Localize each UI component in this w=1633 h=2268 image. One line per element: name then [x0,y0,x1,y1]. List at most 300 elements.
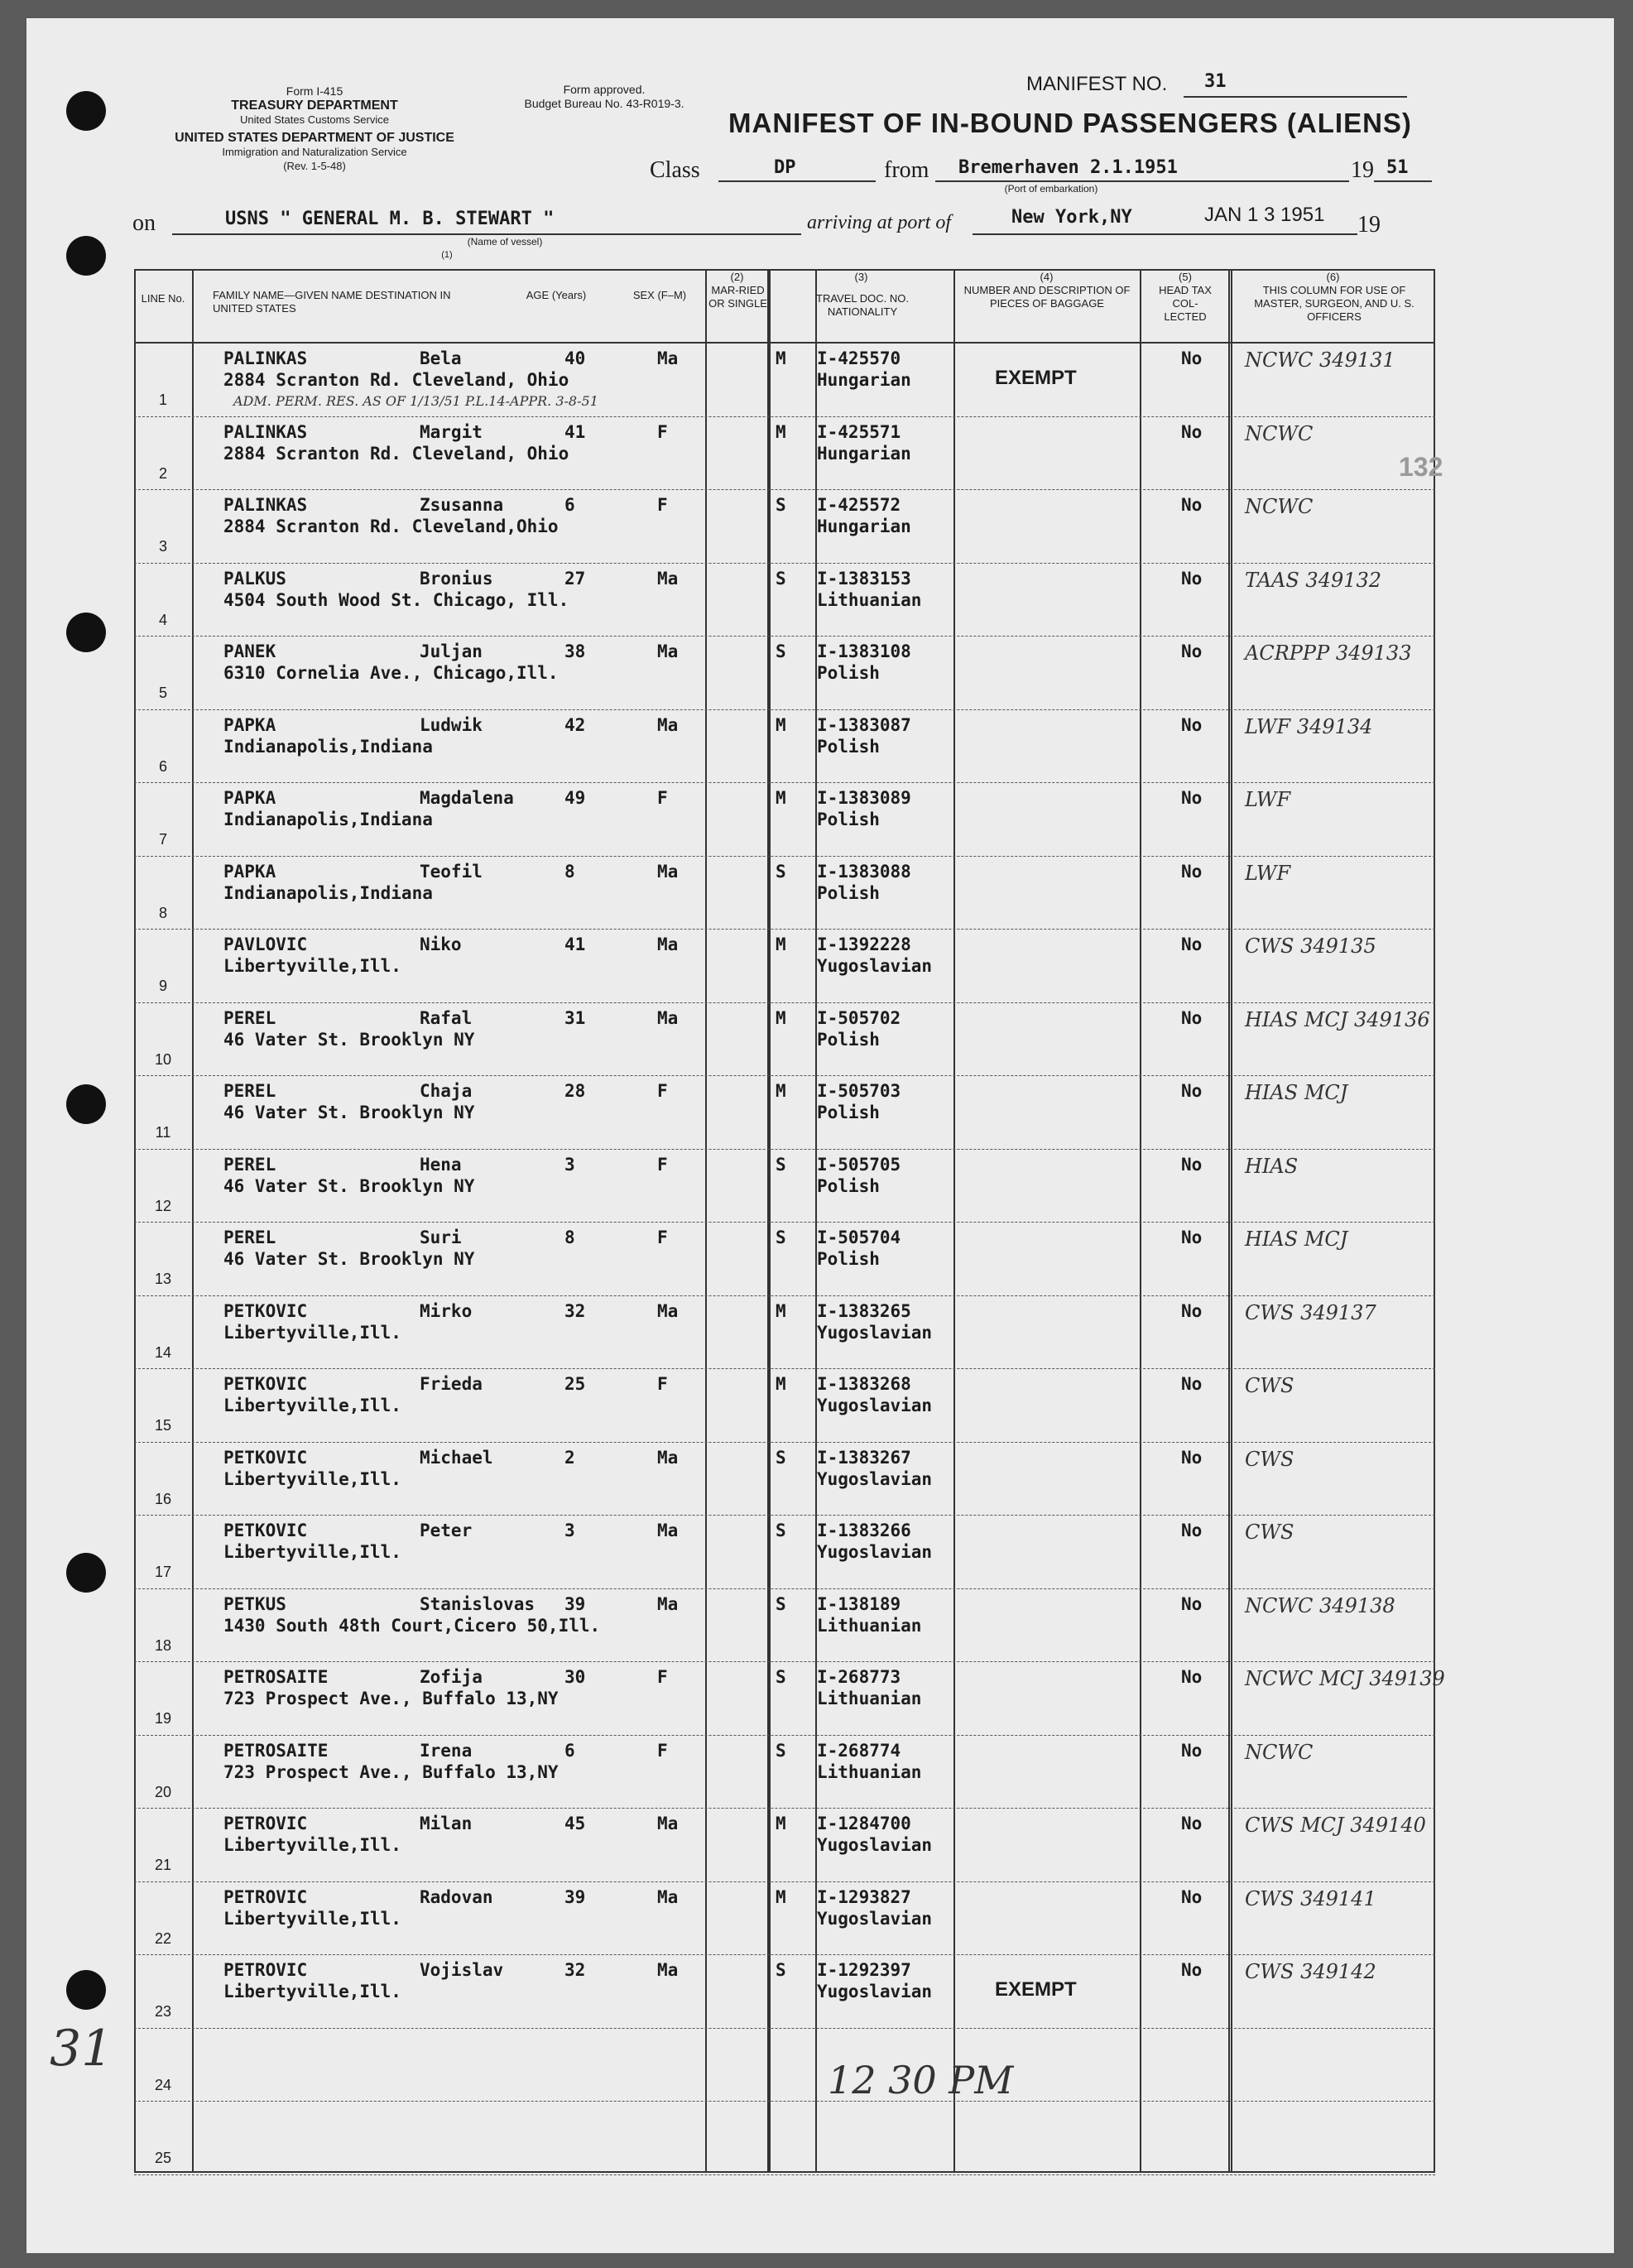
marital-status: S [776,1521,786,1540]
header-baggage: NUMBER AND DESCRIPTION OF PIECES OF BAGGAGE [963,284,1131,310]
family-name: PAVLOVIC [223,935,308,954]
col1-marker: (1) [441,250,453,260]
family-name: PEREL [223,1228,276,1247]
table-row [134,2102,1435,2174]
marital-status: M [776,421,786,442]
travel-doc-no: I-505702 [817,1007,901,1028]
head-tax: No [1181,861,1203,882]
table-row [134,1076,1435,1149]
officer-note: NCWC [1245,421,1314,445]
travel-doc-no: I-1284700 [817,1814,911,1833]
budget-bureau: Budget Bureau No. 43-R019-3. [524,97,684,110]
head-tax: No [1181,1154,1203,1175]
marital-status: M [776,714,786,735]
destination-address: 46 Vater St. Brooklyn NY [223,1029,475,1050]
nationality: Yugoslavian [817,1468,933,1489]
travel-doc-no: I-1292397 [817,1960,911,1980]
line-number: 15 [154,1417,172,1434]
marital-status: S [776,1740,786,1761]
travel-doc-no: I-1392228 [817,935,911,954]
marital-status: S [776,641,786,661]
header-officers: THIS COLUMN FOR USE OF MASTER, SURGEON, AND U. S. OFFICERS [1254,284,1414,323]
sex: F [657,1081,668,1101]
nationality: Lithuanian [817,1689,922,1708]
header-sex: SEX (F–M) [632,289,687,301]
marital-status: M [776,1886,786,1907]
line-number: 16 [154,1490,172,1507]
marital-status: M [776,1300,786,1321]
age: 32 [564,1960,586,1980]
officer-note: CWS 349142 [1245,1960,1376,1983]
travel-doc-no: I-1383266 [817,1521,911,1540]
sex: F [657,1374,668,1394]
age: 41 [564,421,586,442]
table-row [134,1662,1445,1735]
family-name: PEREL [223,1007,276,1028]
marital-status: S [776,495,786,515]
destination-address: Libertyville,Ill. [223,1322,401,1343]
given-name: Juljan [420,641,483,661]
head-tax: No [1181,1300,1203,1321]
header-tax: HEAD TAX COL-LECTED [1159,284,1212,323]
form-agency-block [182,84,447,127]
marital-status: S [776,568,786,589]
officer-note: NCWC 349131 [1245,348,1395,372]
sex: Ma [657,935,679,954]
line-number: 22 [154,1929,172,1947]
binder-hole [66,1970,106,2010]
marital-status: S [776,1228,786,1247]
extra-note: ADM. PERM. RES. AS OF 1/13/51 P.L.14-APPR. 3-8-51 [233,393,598,409]
travel-doc-no: I-268773 [817,1667,901,1687]
officer-note: LWF 349134 [1245,714,1373,738]
destination-address: 1430 South 48th Court,Cicero 50,Ill. [223,1615,601,1636]
head-tax: No [1181,1228,1203,1247]
line-number: 10 [154,1050,172,1068]
line-number: 7 [158,831,167,848]
marital-status: S [776,1667,786,1687]
nationality: Polish [817,1029,880,1050]
destination-address: 723 Prospect Ave., Buffalo 13,NY [223,1689,559,1708]
row-divider [134,2174,1435,2175]
from-label: from [884,157,929,183]
family-name: PETKUS [223,1593,286,1614]
header-married: MAR-RIED OR SINGLE [708,284,767,310]
nationality: Polish [817,810,880,829]
given-name: Teofil [420,861,483,882]
header-travel-num: (3) [854,271,868,283]
age: 6 [564,495,575,515]
travel-doc-no: I-505705 [817,1154,901,1175]
head-tax: No [1181,1007,1203,1028]
table-row [134,1882,1435,1955]
marital-status: S [776,1154,786,1175]
family-name: PALKUS [223,568,286,589]
destination-address: Libertyville,Ill. [223,1468,401,1489]
nationality: Polish [817,1249,880,1269]
destination-address: Libertyville,Ill. [223,1835,401,1855]
sex: Ma [657,348,679,368]
given-name: Vojislav [420,1960,504,1980]
nationality: Yugoslavian [817,956,933,976]
line-number: 4 [158,611,167,628]
sex: Ma [657,1521,679,1540]
family-name: PAPKA [223,861,276,882]
baggage: EXEMPT [995,1978,1077,2001]
table-row [134,417,1435,490]
officer-note: HIAS MCJ 349136 [1245,1007,1430,1031]
table-row [134,1369,1435,1442]
head-tax: No [1181,1667,1203,1687]
destination-address: 46 Vater St. Brooklyn NY [223,1175,475,1196]
travel-doc-no: I-505703 [817,1081,901,1101]
given-name: Suri [420,1228,462,1247]
vessel-name: USNS " GENERAL M. B. STEWART " [225,209,555,229]
immigration-service: Immigration and Naturalization Service [222,146,407,158]
treasury-department: TREASURY DEPARTMENT [231,99,398,113]
officer-note: HIAS MCJ [1245,1228,1348,1251]
age: 41 [564,935,586,954]
line-number: 14 [154,1343,172,1361]
family-name: PETROVIC [223,1960,308,1980]
table-row [134,1736,1435,1809]
line-number: 21 [154,1857,172,1873]
officer-note: CWS [1245,1521,1294,1544]
line-number: 6 [158,757,167,775]
given-name: Peter [420,1521,473,1540]
line-number: 9 [158,978,167,994]
age: 39 [564,1593,586,1614]
head-tax: No [1181,641,1203,661]
nationality: Lithuanian [817,589,922,610]
family-name: PAPKA [223,788,276,808]
sex: Ma [657,641,679,661]
marital-status: M [776,935,786,954]
table-row [134,2029,1435,2102]
family-name: PETROSAITE [223,1740,329,1761]
table-row [134,783,1435,856]
family-name: PAPKA [223,714,276,735]
nationality: Polish [817,882,880,903]
arriving-label: arriving at port of [807,212,952,233]
age: 39 [564,1886,586,1907]
age: 8 [564,861,575,882]
table-row [134,1443,1435,1516]
justice-department: UNITED STATES DEPARTMENT OF JUSTICE [175,131,454,145]
table-row [134,857,1435,930]
table-row [134,1296,1435,1369]
given-name: Ludwik [420,714,483,735]
header-officers-num: (6) [1326,271,1340,283]
travel-doc-no: I-425571 [817,421,901,442]
officer-note: LWF [1245,788,1291,811]
given-name: Magdalena [420,788,514,808]
officer-note: NCWC [1245,1740,1314,1764]
destination-address: Libertyville,Ill. [223,956,401,976]
destination-address: 723 Prospect Ave., Buffalo 13,NY [223,1761,559,1782]
revision-date: (Rev. 1-5-48) [283,160,346,172]
sex: F [657,1228,668,1247]
officer-note: TAAS 349132 [1245,568,1382,592]
sex: Ma [657,1300,679,1321]
family-name: PALINKAS [223,348,308,368]
travel-doc-no: I-138189 [817,1593,901,1614]
form-approved: Form approved. [563,83,646,96]
header-married-num: (2) [730,271,744,283]
age: 27 [564,568,586,589]
family-name: PETKOVIC [223,1300,308,1321]
arrival-port: New York,NY [1011,207,1132,228]
age: 42 [564,714,586,735]
age: 25 [564,1374,586,1394]
travel-doc-no: I-1383108 [817,641,911,661]
head-tax: No [1181,1960,1203,1980]
family-name: PEREL [223,1154,276,1175]
travel-doc-no: I-1383088 [817,861,911,882]
officer-note: HIAS [1245,1154,1299,1178]
line-number: 13 [154,1271,172,1287]
header-travel: TRAVEL DOC. NO. NATIONALITY [816,292,909,318]
marital-status: M [776,1081,786,1101]
given-name: Frieda [420,1374,483,1394]
nationality: Yugoslavian [817,1982,933,2001]
officer-note: CWS 349135 [1245,935,1376,958]
given-name: Zsusanna [420,495,504,515]
marital-status: S [776,1447,786,1468]
line-number: 11 [155,1124,171,1141]
marital-status: S [776,1593,786,1614]
given-name: Mirko [420,1300,473,1321]
head-tax: No [1181,495,1203,515]
line-number: 2 [158,464,167,482]
age: 3 [564,1521,575,1540]
given-name: Zofija [420,1667,483,1687]
line-number: 12 [154,1197,172,1214]
officer-note: NCWC MCJ 349139 [1245,1667,1445,1690]
sex: Ma [657,714,679,735]
given-name: Bronius [420,568,493,589]
destination-address: 46 Vater St. Brooklyn NY [223,1103,475,1122]
table-row [134,1150,1435,1223]
table-row [134,1003,1435,1076]
officer-note: CWS MCJ 349140 [1245,1814,1426,1837]
given-name: Stanislovas [420,1593,536,1614]
table-row [134,1589,1435,1662]
travel-doc-no: I-1383265 [817,1300,911,1321]
given-name: Margit [420,421,483,442]
destination-address: 6310 Cornelia Ave., Chicago,Ill. [223,663,559,683]
line-number: 25 [154,2150,172,2166]
customs-service: United States Customs Service [240,113,389,126]
family-name: PALINKAS [223,495,308,515]
table-row [134,344,1435,416]
destination-address: 2884 Scranton Rd. Cleveland,Ohio [223,517,559,536]
officer-note: NCWC [1245,495,1314,518]
sex: F [657,495,668,515]
vessel-note: (Name of vessel) [467,236,543,247]
nationality: Polish [817,1103,880,1122]
nationality: Hungarian [817,370,911,390]
sex: Ma [657,568,679,589]
head-tax: No [1181,1886,1203,1907]
family-name: PETROVIC [223,1886,308,1907]
manifest-no-label: MANIFEST NO. [1026,73,1168,95]
head-tax: No [1181,421,1203,442]
destination-address: Libertyville,Ill. [223,1982,401,2001]
year-value: 51 [1386,157,1409,178]
table-row [134,930,1435,1002]
travel-doc-no: I-1383268 [817,1374,911,1394]
nationality: Yugoslavian [817,1396,933,1415]
marital-status: M [776,348,786,368]
travel-doc-no: I-1383267 [817,1447,911,1468]
binder-hole [66,1084,106,1124]
marital-status: S [776,861,786,882]
marital-status: M [776,1007,786,1028]
table-row [134,1223,1435,1295]
destination-address: Libertyville,Ill. [223,1908,401,1929]
sex: F [657,1740,668,1761]
sex: F [657,1154,668,1175]
header-tax-num: (5) [1179,271,1192,283]
head-tax: No [1181,348,1203,368]
travel-doc-no: I-1383087 [817,714,911,735]
binder-hole [66,613,106,652]
manifest-title: MANIFEST OF IN-BOUND PASSENGERS (ALIENS) [728,108,1412,138]
nationality: Hungarian [817,443,911,464]
given-name: Niko [420,935,462,954]
justice-block [124,131,505,173]
approval-block [497,83,712,111]
travel-doc-no: I-425570 [817,348,901,368]
sex: Ma [657,1007,679,1028]
binder-hole [66,1553,106,1593]
on-label: on [132,210,156,236]
nationality: Yugoslavian [817,1835,933,1855]
family-name: PEREL [223,1081,276,1101]
officer-note: NCWC 349138 [1245,1593,1395,1617]
age: 2 [564,1447,575,1468]
given-name: Bela [420,348,462,368]
travel-doc-no: I-425572 [817,495,901,515]
from-value: Bremerhaven 2.1.1951 [958,157,1178,178]
margin-number: 31 [50,2020,113,2078]
nationality: Polish [817,663,880,683]
family-name: PETROVIC [223,1814,308,1833]
head-tax: No [1181,568,1203,589]
travel-doc-no: I-1293827 [817,1886,911,1907]
destination-address: 2884 Scranton Rd. Cleveland, Ohio [223,443,569,464]
port-embark-note: (Port of embarkation) [1004,183,1098,195]
head-tax: No [1181,1447,1203,1468]
family-name: PETKOVIC [223,1374,308,1394]
line-number: 5 [158,685,167,701]
table-row [134,710,1435,783]
header-line: LINE No. [141,292,185,305]
head-tax: No [1181,1740,1203,1761]
age: 49 [564,788,586,808]
nationality: Lithuanian [817,1615,922,1636]
manifest-no-value: 31 [1204,71,1227,92]
destination-address: Indianapolis,Indiana [223,810,433,829]
head-tax: No [1181,1521,1203,1540]
age: 40 [564,348,586,368]
given-name: Radovan [420,1886,493,1907]
family-name: PANEK [223,641,276,661]
form-number: Form I-415 [286,84,343,98]
travel-doc-no: I-505704 [817,1228,901,1247]
header-baggage-num: (4) [1040,271,1054,283]
family-name: PETKOVIC [223,1447,308,1468]
line-number: 24 [154,2076,172,2093]
nationality: Yugoslavian [817,1542,933,1562]
destination-address: Indianapolis,Indiana [223,882,433,903]
page-mark: 132 [1399,452,1443,482]
table-row [134,1809,1435,1881]
arrival-year: 19 [1357,212,1381,238]
age: 28 [564,1081,586,1101]
closing-time: 12 30 PM [828,2058,1014,2102]
table-row [134,637,1435,709]
nationality: Polish [817,736,880,757]
officer-note: CWS [1245,1374,1294,1397]
sex: Ma [657,1593,679,1614]
class-value: DP [774,157,796,178]
officer-note: CWS 349137 [1245,1300,1376,1324]
marital-status: S [776,1960,786,1980]
age: 30 [564,1667,586,1687]
nationality: Polish [817,1175,880,1196]
table-row [134,490,1435,563]
baggage: EXEMPT [995,367,1077,389]
table-row [134,564,1435,637]
arrival-stamp: JAN 1 3 1951 [1204,204,1325,226]
age: 6 [564,1740,575,1761]
destination-address: Libertyville,Ill. [223,1396,401,1415]
head-tax: No [1181,1374,1203,1394]
line-number: 20 [154,1783,172,1800]
header-name: FAMILY NAME—GIVEN NAME DESTINATION IN UNITED STATES [213,289,451,315]
destination-address: 46 Vater St. Brooklyn NY [223,1249,475,1269]
table-row [134,1955,1435,2028]
head-tax: No [1181,1814,1203,1833]
passenger-table [134,269,1445,2173]
sex: F [657,421,668,442]
line-number: 18 [154,1636,172,1654]
head-tax: No [1181,1081,1203,1101]
head-tax: No [1181,935,1203,954]
sex: Ma [657,1960,679,1980]
travel-doc-no: I-268774 [817,1740,901,1761]
sex: Ma [657,1814,679,1833]
age: 45 [564,1814,586,1833]
class-label: Class [650,157,700,183]
table-row [134,1516,1435,1588]
officer-note: CWS 349141 [1245,1886,1376,1910]
head-tax: No [1181,788,1203,808]
age: 8 [564,1228,575,1247]
given-name: Chaja [420,1081,473,1101]
age: 32 [564,1300,586,1321]
line-number: 17 [154,1564,172,1580]
line-number: 23 [154,2003,172,2020]
officer-note: ACRPPP 349133 [1245,641,1412,665]
year-prefix: 19 [1351,157,1374,183]
given-name: Rafal [420,1007,473,1028]
marital-status: M [776,1814,786,1833]
destination-address: 4504 South Wood St. Chicago, Ill. [223,589,569,610]
line-number: 1 [158,392,167,408]
